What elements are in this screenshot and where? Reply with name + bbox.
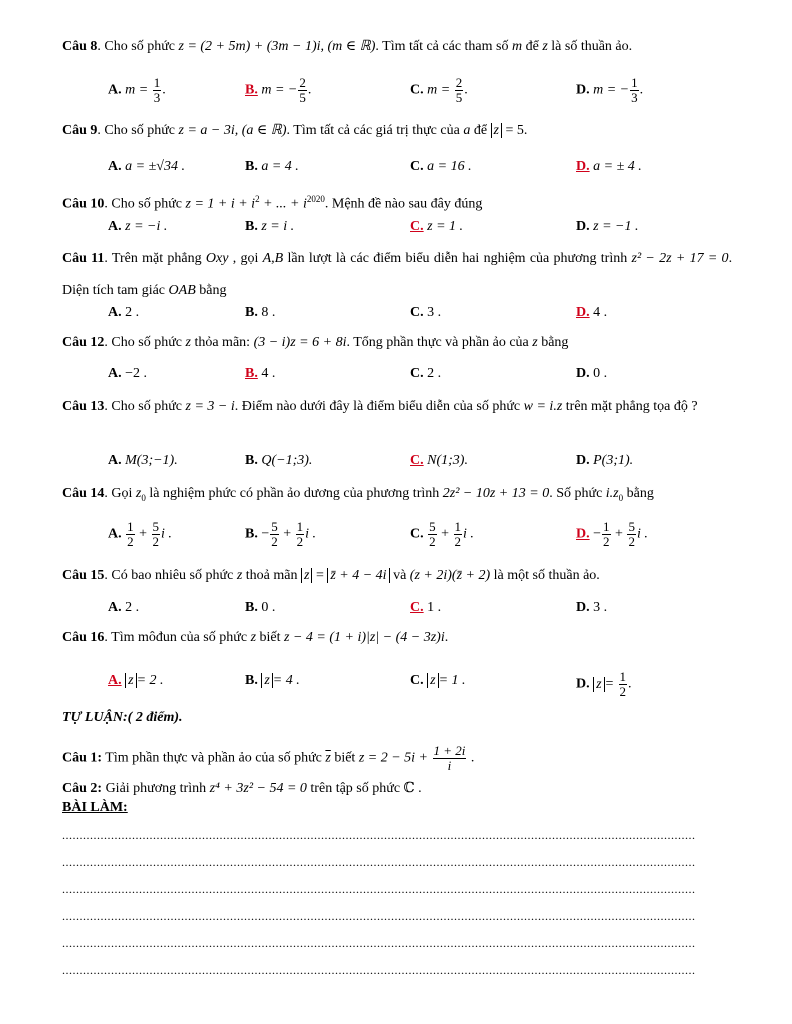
math-subscript: 0 (618, 492, 624, 503)
option-b[interactable] (245, 363, 275, 385)
question-text: . Cho số phức (97, 123, 179, 138)
question-text: , gọi (228, 251, 263, 266)
numerator: 2 (455, 75, 463, 90)
option-text: = (604, 676, 618, 692)
answer-line[interactable]: ..................................................................................................................................................................................... (62, 909, 696, 923)
question-label: Câu 1: (62, 750, 103, 766)
answer-line[interactable]: ..................................................................................................................................................................................... (62, 855, 696, 869)
option-end: i . (305, 526, 317, 542)
question-label: Câu 9 (62, 123, 98, 138)
question-label: Câu 14 (62, 486, 105, 501)
fraction (455, 76, 464, 105)
option-c[interactable] (410, 76, 468, 105)
question-text: . Cho số phức (104, 335, 186, 350)
option-label: B. (245, 453, 258, 468)
question-text: biết (256, 630, 285, 645)
fraction (433, 744, 467, 773)
question-8 (62, 37, 732, 57)
question-text: Giải phương trình (102, 781, 210, 796)
question-label: Câu 11 (62, 251, 105, 266)
question-11 (62, 243, 732, 307)
question-label: Câu 13 (62, 399, 105, 414)
numerator: 5 (628, 519, 635, 534)
option-text: 1 . (427, 600, 442, 615)
math-expression: z = 3 − i (185, 399, 235, 414)
math-exponent: 2 (255, 194, 260, 204)
option-label: A. (108, 453, 122, 468)
options-row-8 (108, 75, 748, 105)
question-text: biết (330, 750, 359, 766)
question-text: . Diện tích tam giác (62, 251, 733, 298)
option-d[interactable] (576, 450, 633, 472)
option-label: C. (410, 305, 424, 320)
question-text: . (444, 630, 449, 645)
option-math: m = − (261, 82, 298, 98)
numerator: 1 + 2i (433, 743, 466, 758)
option-d[interactable] (576, 216, 638, 238)
numerator: 1 (619, 669, 627, 684)
option-label-correct: D. (576, 526, 590, 542)
denominator: 2 (628, 534, 635, 549)
option-label: D. (576, 219, 590, 234)
math-abs: z̄ + 4 − 4i (327, 568, 389, 583)
math-expression: z = (2 + 5m) + (3m − 1)i, (m ∈ ℝ) (178, 39, 376, 54)
option-label: B. (245, 305, 258, 320)
numerator: 5 (152, 519, 160, 534)
question-text: là số thuần ảo. (547, 39, 633, 54)
option-label: B. (245, 219, 258, 234)
option-end: . (628, 676, 632, 692)
option-c[interactable] (410, 597, 441, 619)
option-label: D. (576, 453, 590, 468)
math-expression: z = 2 − 5i + (358, 750, 432, 766)
question-text: . Số phức (549, 486, 606, 501)
plus: + (135, 526, 151, 542)
option-label: D. (576, 676, 590, 692)
fraction (296, 520, 305, 549)
numerator: 2 (299, 75, 306, 90)
denominator: 5 (455, 90, 463, 105)
option-text: 0 . (593, 366, 608, 381)
denominator: 3 (631, 90, 638, 105)
answer-section-title: BÀI LÀM: (62, 800, 128, 815)
option-label: C. (410, 673, 424, 688)
option-label: A. (108, 526, 122, 542)
numerator: 1 (631, 75, 638, 90)
question-text: . Cho số phức (104, 399, 186, 414)
option-text: = 4 . (272, 673, 300, 688)
option-b[interactable] (245, 450, 312, 472)
option-text: z = −i . (125, 219, 168, 234)
numerator: 1 (127, 519, 134, 534)
options-row-13 (108, 450, 748, 474)
option-text: Q(−1;3). (261, 453, 313, 468)
fraction (126, 520, 135, 549)
denominator: 2 (296, 534, 304, 549)
option-label: D. (576, 600, 590, 615)
option-a[interactable] (108, 670, 164, 692)
fraction (627, 520, 636, 549)
option-a[interactable] (108, 450, 178, 472)
option-end: i . (463, 526, 474, 542)
option-d[interactable] (576, 670, 632, 699)
option-label-correct: D. (576, 159, 590, 174)
plus: + (611, 526, 627, 542)
math-var: z (185, 335, 191, 350)
plus: + (279, 526, 295, 542)
options-row-10 (108, 216, 748, 240)
numerator: 1 (454, 519, 462, 534)
option-label: A. (108, 159, 122, 174)
option-c[interactable] (410, 450, 468, 472)
option-text: 2 . (427, 366, 442, 381)
fraction (152, 520, 161, 549)
option-text: z = i . (261, 219, 295, 234)
option-label: D. (576, 366, 590, 381)
option-a[interactable] (108, 597, 139, 619)
denominator: 3 (153, 90, 161, 105)
question-15 (62, 566, 732, 586)
option-text: 4 . (593, 305, 608, 320)
question-text: . Tổng phần thực và phần ảo của (346, 335, 533, 350)
option-label: B. (245, 159, 258, 174)
math-var: z (250, 630, 257, 645)
question-text: = 5. (502, 123, 528, 138)
option-label: A. (108, 366, 122, 381)
option-d[interactable] (576, 156, 642, 178)
option-text: 3 . (427, 305, 442, 320)
math-subscript: 0 (141, 492, 146, 503)
option-label: A. (108, 305, 122, 320)
question-text: . Tìm môđun của số phức (104, 630, 251, 645)
options-row-15 (108, 597, 748, 621)
question-label: Câu 16 (62, 630, 105, 645)
question-text: . (467, 750, 475, 766)
question-10 (62, 189, 732, 215)
question-text: . Điểm nào dưới đây là điểm biểu diễn của số phức (234, 399, 524, 414)
math-equation: z⁴ + 3z² − 54 = 0 (209, 781, 307, 796)
numerator: 5 (429, 519, 436, 534)
question-label: Câu 12 (62, 335, 105, 350)
question-text: . Cho số phức (97, 39, 179, 54)
math-exponent: 2020 (306, 194, 325, 204)
option-text: a = ± 4 . (593, 159, 642, 174)
option-end: i . (636, 526, 648, 542)
denominator: 2 (429, 534, 436, 549)
question-text: trên tập số phức ℂ . (306, 781, 422, 796)
option-label-correct: C. (410, 453, 424, 468)
option-label-correct: C. (410, 600, 424, 615)
option-text: 2 . (125, 305, 140, 320)
option-b[interactable] (245, 76, 311, 105)
question-text: và (389, 568, 410, 583)
question-text: bằng (537, 335, 569, 350)
option-math: m = (125, 82, 152, 98)
question-text: để (470, 123, 491, 138)
option-end: . (639, 82, 644, 98)
option-label: C. (410, 82, 424, 98)
fraction (630, 76, 639, 105)
option-c[interactable] (410, 302, 441, 324)
option-label-correct: B. (245, 366, 258, 381)
math-var: z (135, 486, 142, 501)
math-expression: z = a − 3i, (a ∈ ℝ) (178, 123, 287, 138)
math-abs: z (593, 677, 604, 692)
denominator: 2 (603, 534, 610, 549)
denominator: 2 (454, 534, 462, 549)
math-expression: z = 1 + i + i (185, 196, 256, 212)
option-label-correct: B. (245, 82, 258, 98)
option-end: . (162, 82, 166, 98)
question-12 (62, 333, 732, 353)
question-text: . Gọi (104, 486, 136, 501)
question-label: Câu 10 (62, 196, 105, 212)
math-abs: z (301, 568, 312, 583)
option-text: = 1 . (438, 673, 466, 688)
essay-question-1 (62, 744, 732, 773)
option-a[interactable] (108, 156, 185, 178)
fraction (298, 76, 307, 105)
question-text: bằng (195, 283, 227, 298)
question-label: Câu 8 (62, 39, 98, 54)
option-text: P(3;1). (593, 453, 634, 468)
fraction (153, 76, 162, 105)
math-var: i.z (605, 486, 619, 501)
question-13 (62, 393, 732, 421)
question-16 (62, 628, 732, 648)
question-text: thoả mãn (242, 568, 301, 583)
denominator: 2 (127, 534, 134, 549)
option-text: N(1;3). (427, 453, 468, 468)
option-c[interactable] (410, 363, 441, 385)
option-end: . (464, 82, 468, 98)
option-c[interactable] (410, 670, 466, 692)
options-row-11 (108, 302, 748, 326)
option-text: a = 4 . (261, 159, 299, 174)
math-var: $\overline{z}$ (325, 750, 331, 766)
math-var: a (463, 123, 471, 138)
denominator: 2 (619, 684, 627, 699)
option-end: . (307, 82, 312, 98)
math-equation: 2z² − 10z + 13 = 0 (442, 486, 550, 501)
option-b[interactable] (245, 216, 294, 238)
option-a[interactable] (108, 216, 167, 238)
math-expression: (z + 2i)(z̄ + 2) (409, 568, 491, 583)
question-label: Câu 15 (62, 568, 105, 583)
question-text: . Cho số phức (104, 196, 186, 212)
option-label: A. (108, 600, 122, 615)
math-var: OAB (168, 283, 196, 298)
fraction (619, 670, 628, 699)
math-equation: (3 − i)z = 6 + 8i (253, 335, 347, 350)
answer-line[interactable]: ..................................................................................................................................................................................... (62, 828, 696, 842)
question-text: trên mặt phẳng tọa độ ? (562, 399, 698, 414)
fraction (270, 520, 279, 549)
option-label: A. (108, 82, 122, 98)
option-d[interactable] (576, 363, 607, 385)
option-label-correct: A. (108, 673, 122, 688)
option-b[interactable] (245, 302, 275, 324)
question-text: bằng (623, 486, 654, 501)
sign: − (593, 526, 602, 542)
option-d[interactable] (576, 597, 607, 619)
numerator: 5 (271, 519, 278, 534)
option-label: C. (410, 159, 424, 174)
denominator: 5 (299, 90, 306, 105)
option-label-correct: D. (576, 305, 590, 320)
question-text: . Có bao nhiêu số phức (104, 568, 237, 583)
math-abs: z (125, 673, 136, 688)
option-text: a = 16 . (427, 159, 472, 174)
options-row-16 (108, 669, 748, 699)
option-text: 0 . (261, 600, 276, 615)
question-text: là nghiệm phức có phần ảo dương của phương trình (145, 486, 443, 501)
answer-line[interactable]: ..................................................................................................................................................................................... (62, 882, 696, 896)
question-14 (62, 484, 732, 508)
math-var: m (511, 39, 523, 54)
numerator: 1 (603, 519, 610, 534)
plus: + (437, 526, 453, 542)
answer-line[interactable]: ..................................................................................................................................................................................... (62, 963, 696, 977)
math-var: A,B (262, 251, 284, 266)
option-label: C. (410, 526, 424, 542)
answer-line[interactable]: ..................................................................................................................................................................................... (62, 936, 696, 950)
math-abs: z (427, 673, 438, 688)
numerator: 1 (296, 519, 304, 534)
option-c[interactable] (410, 156, 472, 178)
question-text: . Mệnh đề nào sau đây đúng (324, 196, 483, 212)
numerator: 1 (153, 75, 161, 90)
option-text: a = ±√34 . (125, 159, 185, 174)
fraction (428, 520, 437, 549)
option-math: m = (427, 82, 454, 98)
option-text: = 2 . (136, 673, 164, 688)
option-label-correct: C. (410, 219, 424, 234)
option-a[interactable] (108, 76, 166, 105)
question-text: để (522, 39, 543, 54)
option-text: −2 . (125, 366, 148, 381)
option-label: B. (245, 526, 258, 542)
option-b[interactable] (245, 597, 275, 619)
math-abs: z (261, 673, 272, 688)
option-d[interactable] (576, 76, 643, 105)
denominator: i (447, 758, 452, 773)
math-var: z (236, 568, 243, 583)
option-label: A. (108, 219, 122, 234)
option-c[interactable] (410, 216, 463, 238)
option-end: i . (161, 526, 172, 542)
math-equals: = (312, 568, 328, 583)
option-label: C. (410, 366, 424, 381)
question-text: . Tìm tất cả các giá trị thực của (286, 123, 464, 138)
option-label: B. (245, 673, 258, 688)
question-text: lần lượt là các điểm biểu diễn hai nghiệm của phương trình (283, 251, 628, 266)
options-row-12 (108, 363, 748, 387)
denominator: 2 (152, 534, 160, 549)
options-row-9 (108, 156, 748, 180)
option-b[interactable] (245, 520, 316, 549)
option-label: D. (576, 82, 590, 98)
options-row-14 (108, 519, 748, 549)
fraction (454, 520, 463, 549)
math-expression: w = i.z (523, 399, 563, 414)
question-text: là một số thuần ảo. (490, 568, 600, 583)
option-text: 3 . (593, 600, 608, 615)
question-9 (62, 121, 732, 141)
option-a[interactable] (108, 520, 172, 549)
option-label: B. (245, 600, 258, 615)
question-text: thỏa mãn: (190, 335, 254, 350)
math-equation: z² − 2z + 17 = 0 (631, 251, 729, 266)
option-math: m = − (593, 82, 630, 98)
question-text: Tìm phần thực và phần ảo của số phức (102, 750, 326, 766)
option-text: 4 . (261, 366, 276, 381)
sign: − (261, 526, 270, 542)
question-text: . Trên mặt phẳng (104, 251, 206, 266)
essay-title: TỰ LUẬN:( 2 điểm). (62, 710, 183, 725)
option-text: z = −1 . (593, 219, 639, 234)
math-abs: z (491, 123, 502, 138)
math-var: Oxy (205, 251, 229, 266)
essay-question-2 (62, 779, 732, 799)
option-a[interactable] (108, 363, 147, 385)
option-text: 8 . (261, 305, 276, 320)
fraction (602, 520, 611, 549)
option-a[interactable] (108, 302, 139, 324)
option-d[interactable] (576, 520, 648, 549)
option-d[interactable] (576, 302, 607, 324)
option-text: 2 . (125, 600, 140, 615)
option-text: M(3;−1). (125, 453, 178, 468)
math-expression: + ... + i (259, 196, 307, 212)
option-b[interactable] (245, 670, 300, 692)
question-label: Câu 2: (62, 781, 103, 796)
denominator: 2 (271, 534, 278, 549)
math-var: z (542, 39, 548, 54)
option-text: z = 1 . (427, 219, 464, 234)
math-var: z (532, 335, 538, 350)
question-text: . Tìm tất cả các tham số (375, 39, 512, 54)
math-equation: z − 4 = (1 + i)|z| − (4 − 3z)i (284, 630, 445, 645)
option-b[interactable] (245, 156, 299, 178)
option-c[interactable] (410, 520, 474, 549)
